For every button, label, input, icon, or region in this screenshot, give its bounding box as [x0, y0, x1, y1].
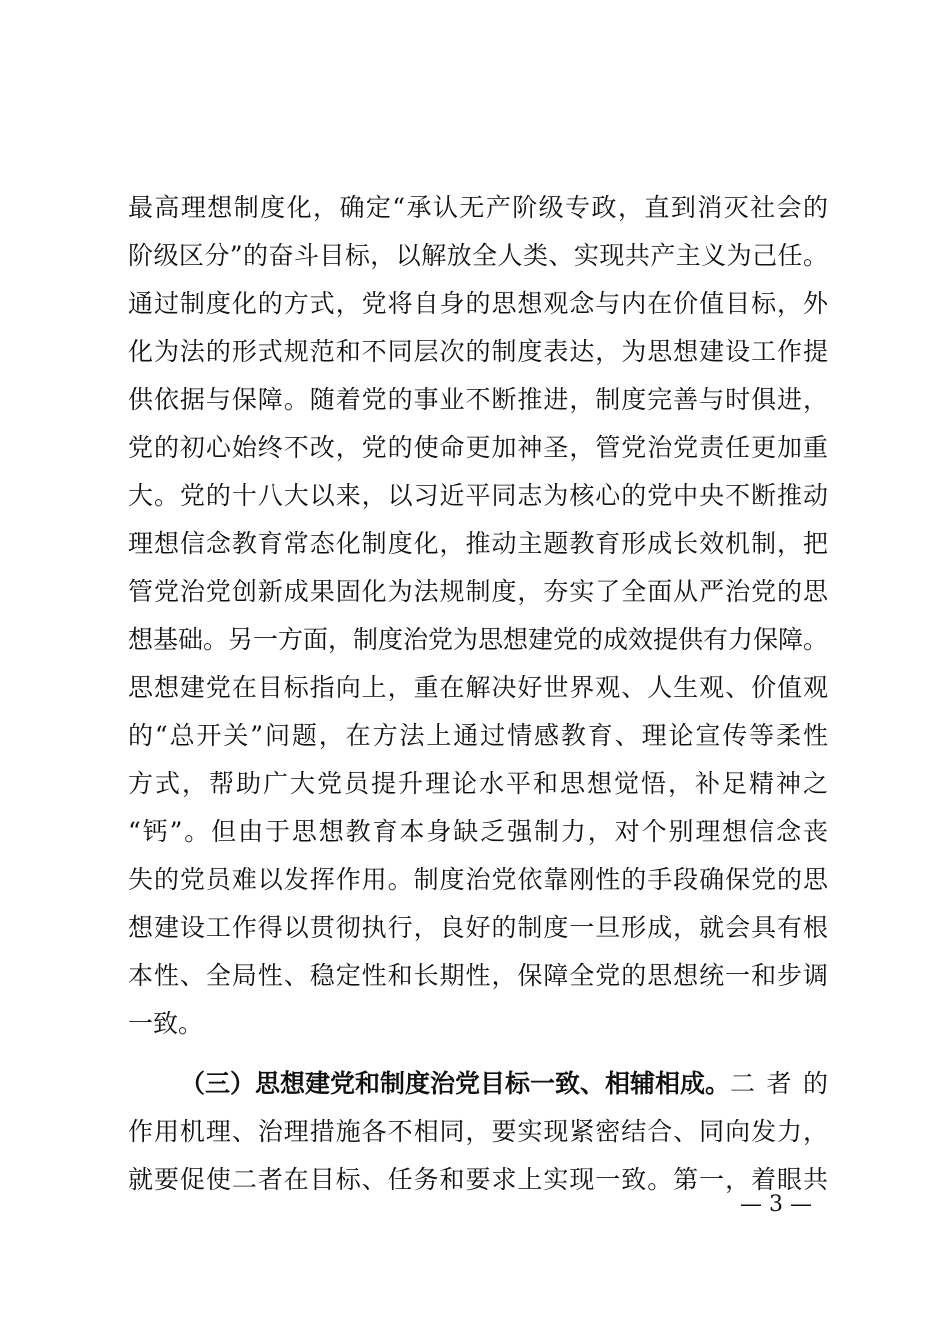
body-text: [128, 184, 828, 1204]
section-heading: （三）思想建党和制度治党目标一致、相辅相成。: [180, 1069, 731, 1098]
text-line: 失的党员难以发挥作用。制度治党依靠刚性的手段确保党的思: [128, 865, 828, 894]
text-line: 供依据与保障。随着党的事业不断推进，制度完善与时俱进，: [128, 385, 828, 414]
text-line: 管党治党创新成果固化为法规制度，夯实了全面从严治党的思: [128, 577, 828, 606]
text-line: 化为法的形式规范和不同层次的制度表达，为思想建设工作提: [128, 337, 828, 366]
text-line: 想基础。另一方面，制度治党为思想建党的成效提供有力保障。: [128, 625, 829, 654]
text-line: 想建设工作得以贯彻执行，良好的制度一旦形成，就会具有根: [128, 913, 828, 942]
text-line: 大。党的十八大以来，以习近平同志为核心的党中央不断推动: [128, 481, 828, 510]
text-line: 思想建党在目标指向上，重在解决好世界观、人生观、价值观: [128, 673, 828, 702]
text-line: 理想信念教育常态化制度化，推动主题教育形成长效机制，把: [128, 529, 828, 558]
text-line: 通过制度化的方式，党将自身的思想观念与内在价值目标，外: [128, 289, 828, 318]
text-line: “钙”。但由于思想教育本身缺乏强制力，对个别理想信念丧: [128, 817, 828, 846]
text-line: 阶级区分”的奋斗目标，以解放全人类、实现共产主义为己任。: [128, 241, 828, 270]
text-line: 一致。: [128, 1009, 204, 1038]
text-line: 方式，帮助广大党员提升理论水平和思想觉悟，补足精神之: [128, 769, 828, 798]
text-line: 的“总开关”问题，在方法上通过情感教育、理论宣传等柔性: [128, 721, 828, 750]
text-line: 就要促使二者在目标、任务和要求上实现一致。第一，着眼共: [128, 1165, 828, 1194]
text-line: 最高理想制度化，确定“承认无产阶级专政，直到消灭社会的: [128, 193, 828, 222]
section-first-line: [128, 1060, 828, 1108]
text-line: 党的初心始终不改，党的使命更加神圣，管党治党责任更加重: [128, 433, 828, 462]
paragraph-gap: [128, 1048, 828, 1060]
text-line: 本性、全局性、稳定性和长期性，保障全党的思想统一和步调: [128, 961, 828, 990]
text-line: 作用机理、治理措施各不相同，要实现紧密结合、同向发力，: [128, 1117, 828, 1146]
page-number: — 3 —: [740, 1192, 812, 1217]
section-line-rest: 二者的: [730, 1069, 828, 1098]
